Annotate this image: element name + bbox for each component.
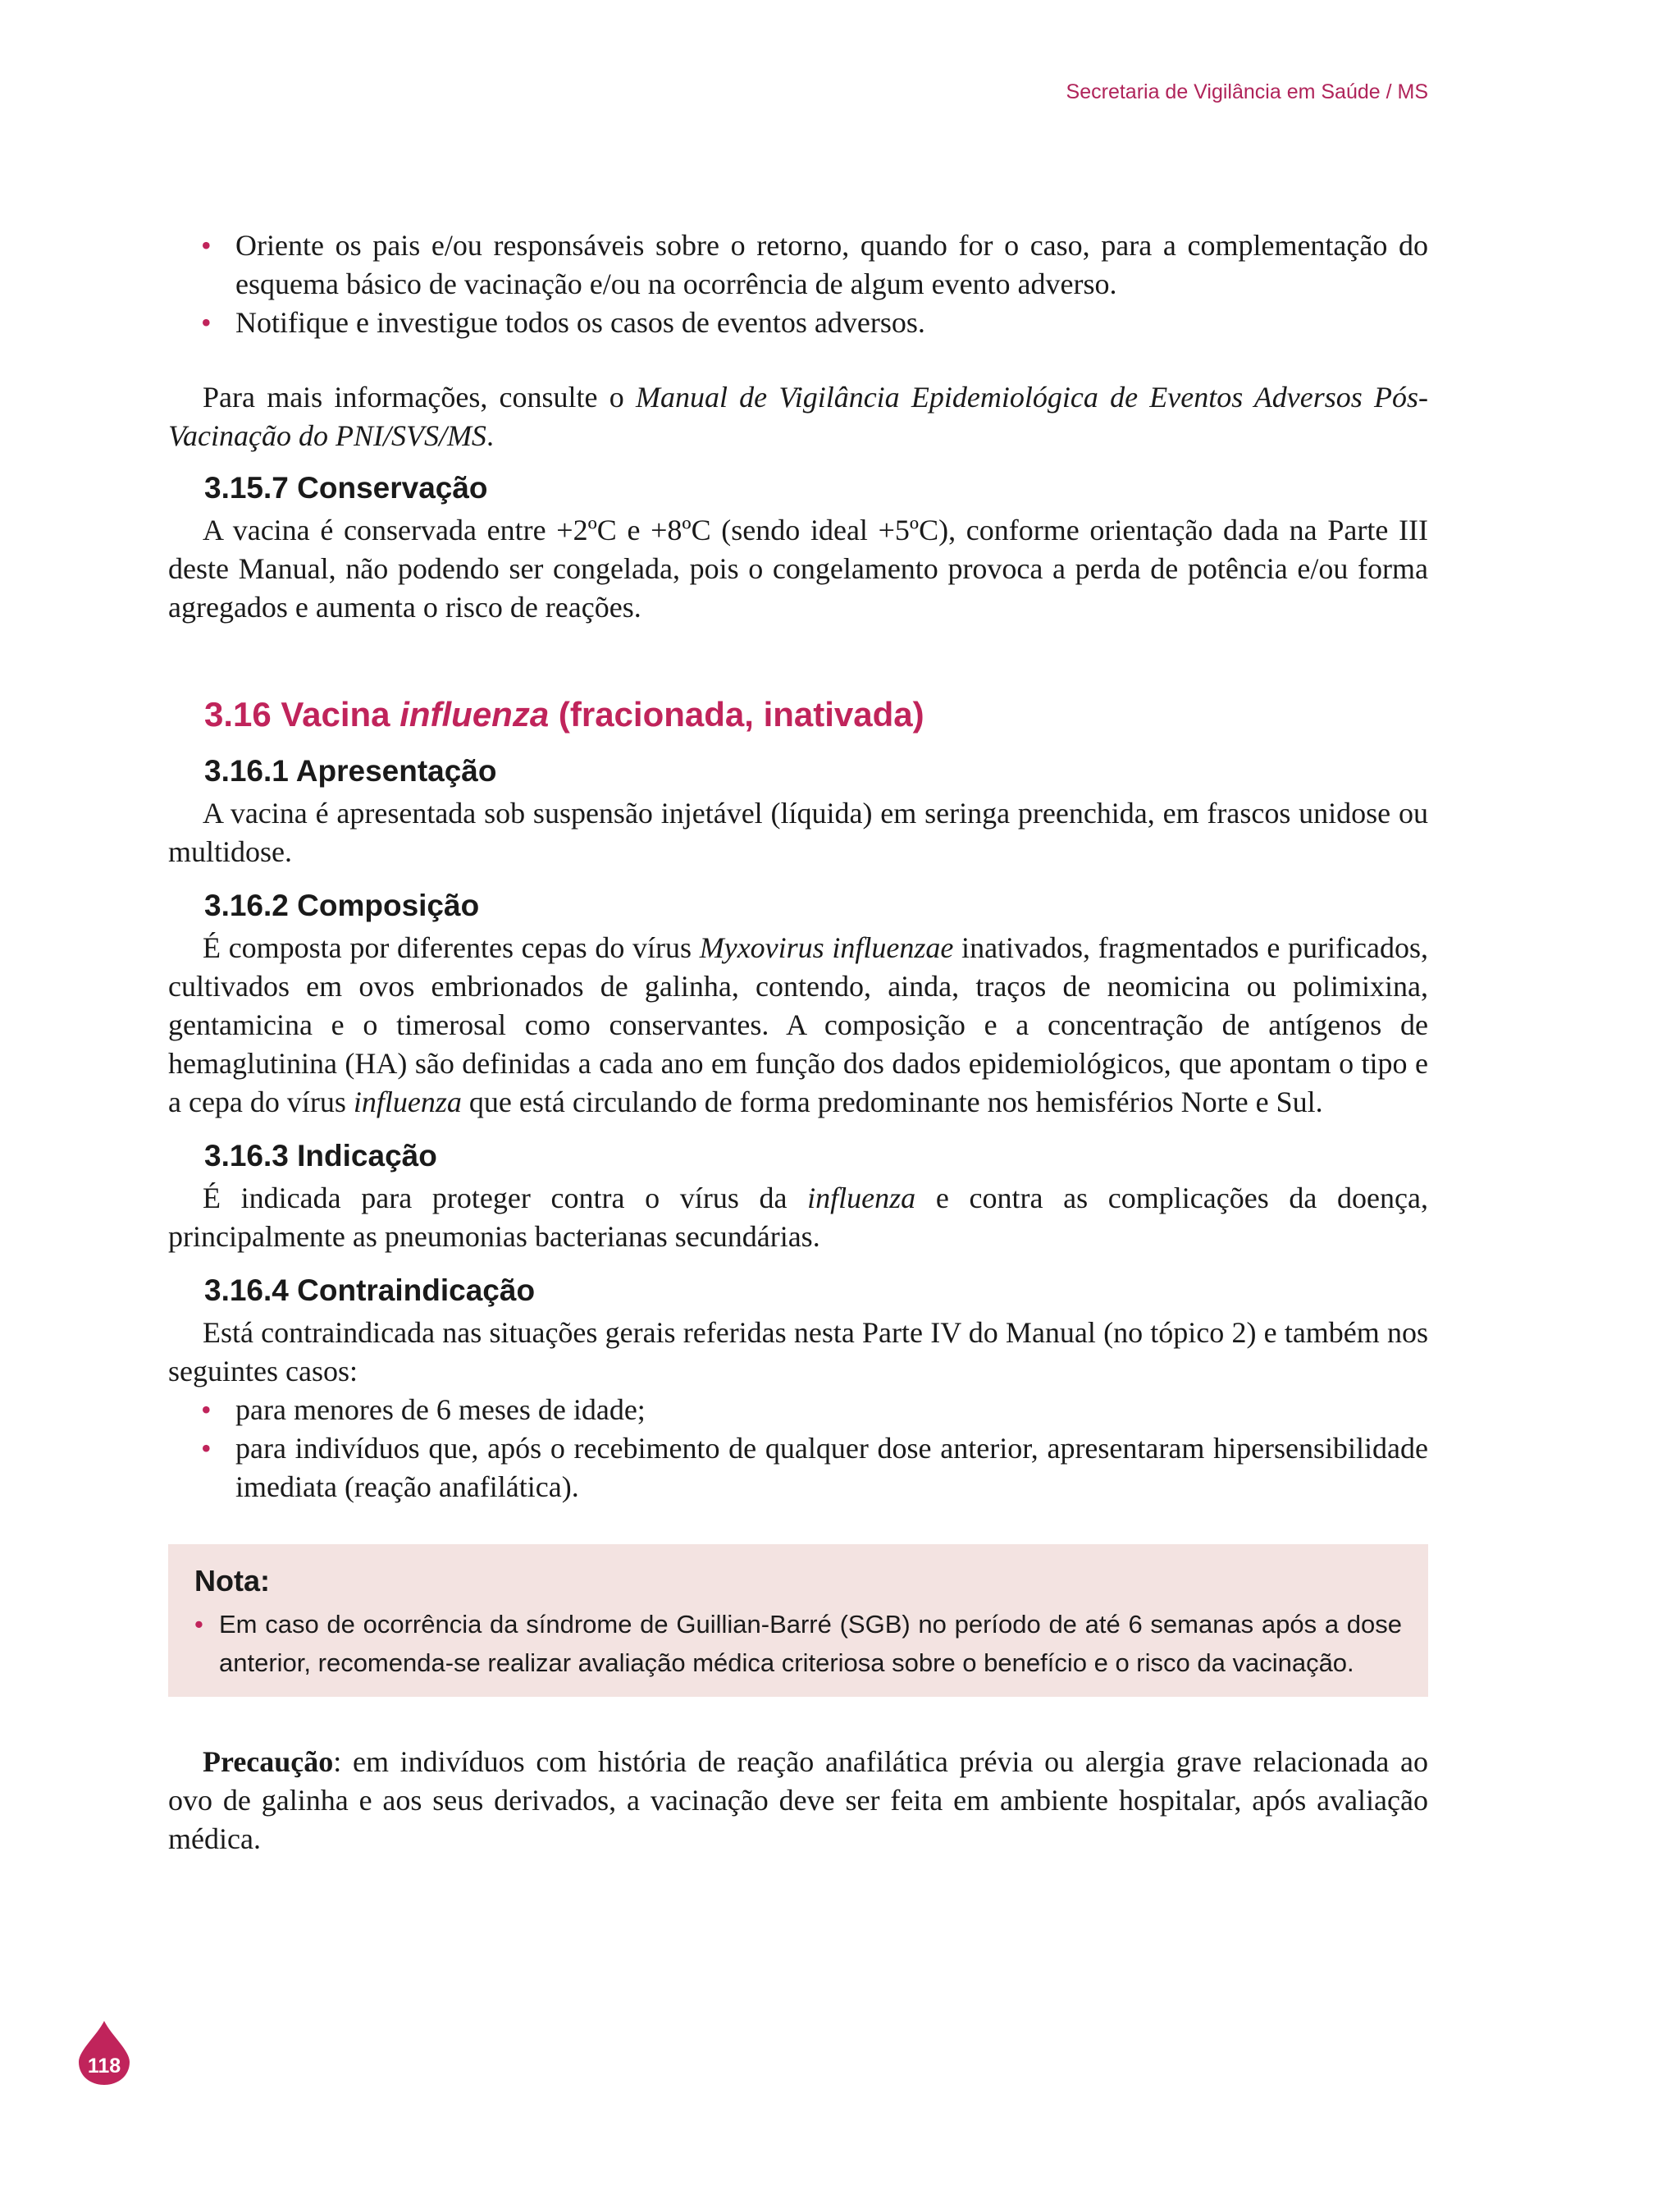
note-bullet-list xyxy=(194,1605,1402,1682)
running-header: Secretaria de Vigilância em Saúde / MS xyxy=(1066,80,1428,103)
indicacao-paragraph xyxy=(168,1179,1428,1256)
list-item: • Em caso de ocorrência da síndrome de Guillian-Barré (SGB) no período de até 6 semanas após a dose anterior, recomenda-se realizar avaliação médica criteriosa sobre o benefício e o risco da vacinação. xyxy=(194,1605,1402,1682)
section-heading-3-16-1: 3.16.1 Apresentação xyxy=(204,754,497,788)
heading-suffix: (fracionada, inativada) xyxy=(549,695,924,734)
composicao-text-3: que está circulando de forma predominante nos hemisférios Norte e Sul. xyxy=(461,1086,1323,1118)
section-heading-3-16-2: 3.16.2 Composição xyxy=(204,889,480,922)
section-heading-3-15-7: 3.15.7 Conservação xyxy=(204,471,488,505)
apresentacao-paragraph: A vacina é apresentada sob suspensão injetável (líquida) em seringa preenchida, em frascos unidose ou multidose. xyxy=(168,797,1428,868)
section-heading-3-16-3: 3.16.3 Indicação xyxy=(204,1139,437,1172)
indicacao-text-1: É indicada para proteger contra o vírus da xyxy=(203,1182,808,1214)
section-heading-3-16-4: 3.16.4 Contraindicação xyxy=(204,1273,536,1307)
composicao-paragraph xyxy=(168,929,1428,1122)
heading-prefix: 3.16 Vacina xyxy=(204,695,400,734)
composicao-influenza: influenza xyxy=(353,1086,462,1118)
precaucao-label: Precaução xyxy=(203,1745,334,1778)
precaucao-paragraph xyxy=(168,1743,1428,1858)
contraindicacao-paragraph: Está contraindicada nas situações gerais referidas nesta Parte IV do Manual (no tópico 2) e também nos seguintes casos: xyxy=(168,1316,1428,1387)
list-item: • para indivíduos que, após o recebimento de qualquer dose anterior, apresentaram hipersensibilidade imediata (reação anafilática). xyxy=(168,1429,1428,1506)
page-number: 118 xyxy=(87,2055,121,2078)
manual-title: Manual de Vigilância Epidemiológica de Eventos Adversos Pós-Vacinação do PNI/SVS/MS xyxy=(168,381,1428,452)
composicao-virus-name: Myxovirus influenzae xyxy=(699,931,954,964)
note-box xyxy=(168,1544,1428,1697)
list-item: • Oriente os pais e/ou responsáveis sobre o retorno, quando for o caso, para a complementação do esquema básico de vacinação e/ou na ocorrência de algum evento adverso. xyxy=(168,226,1428,304)
note-title: Nota: xyxy=(194,1564,270,1598)
heading-italic: influenza xyxy=(399,695,550,734)
contraindicacao-bullet-list xyxy=(168,1391,1428,1506)
more-info-suffix: . xyxy=(486,419,494,452)
more-info-paragraph xyxy=(168,378,1428,455)
page-content xyxy=(168,226,1428,1858)
more-info-prefix: Para mais informações, consulte o xyxy=(203,381,636,414)
intro-bullet-list xyxy=(168,226,1428,342)
list-item: • Notifique e investigue todos os casos de eventos adversos. xyxy=(168,304,1428,342)
indicacao-text-2: e contra as complicações da doença, principalmente as pneumonias bacterianas secundárias. xyxy=(168,1182,1428,1253)
section-heading-3-16 xyxy=(204,693,1428,737)
precaucao-text: : em indivíduos com história de reação anafilática prévia ou alergia grave relacionada ao ovo de galinha e aos seus derivados, a vacinação deve ser feita em ambiente hospitalar, após avaliação médica. xyxy=(168,1745,1428,1855)
conservacao-paragraph: A vacina é conservada entre +2ºC e +8ºC (sendo ideal +5ºC), conforme orientação dada na Parte III deste Manual, não podendo ser congelada, pois o congelamento provoca a perda de potência e/ou forma agregados e aumenta o risco de reações. xyxy=(168,514,1428,624)
composicao-text-1: É composta por diferentes cepas do vírus xyxy=(203,931,700,964)
indicacao-influenza: influenza xyxy=(807,1182,916,1214)
composicao-text-2: inativados, fragmentados e purificados, cultivados em ovos embrionados de galinha, contendo, ainda, traços de neomicina ou polimixina, gentamicina e o timerosal como conservantes. A composição e a concentração de antígenos de hemaglutinina (HA) são definidas a cada ano em função dos dados epidemiológicos, que apontam o tipo e a cepa do vírus xyxy=(168,931,1428,1118)
list-item: • para menores de 6 meses de idade; xyxy=(168,1391,1428,1429)
